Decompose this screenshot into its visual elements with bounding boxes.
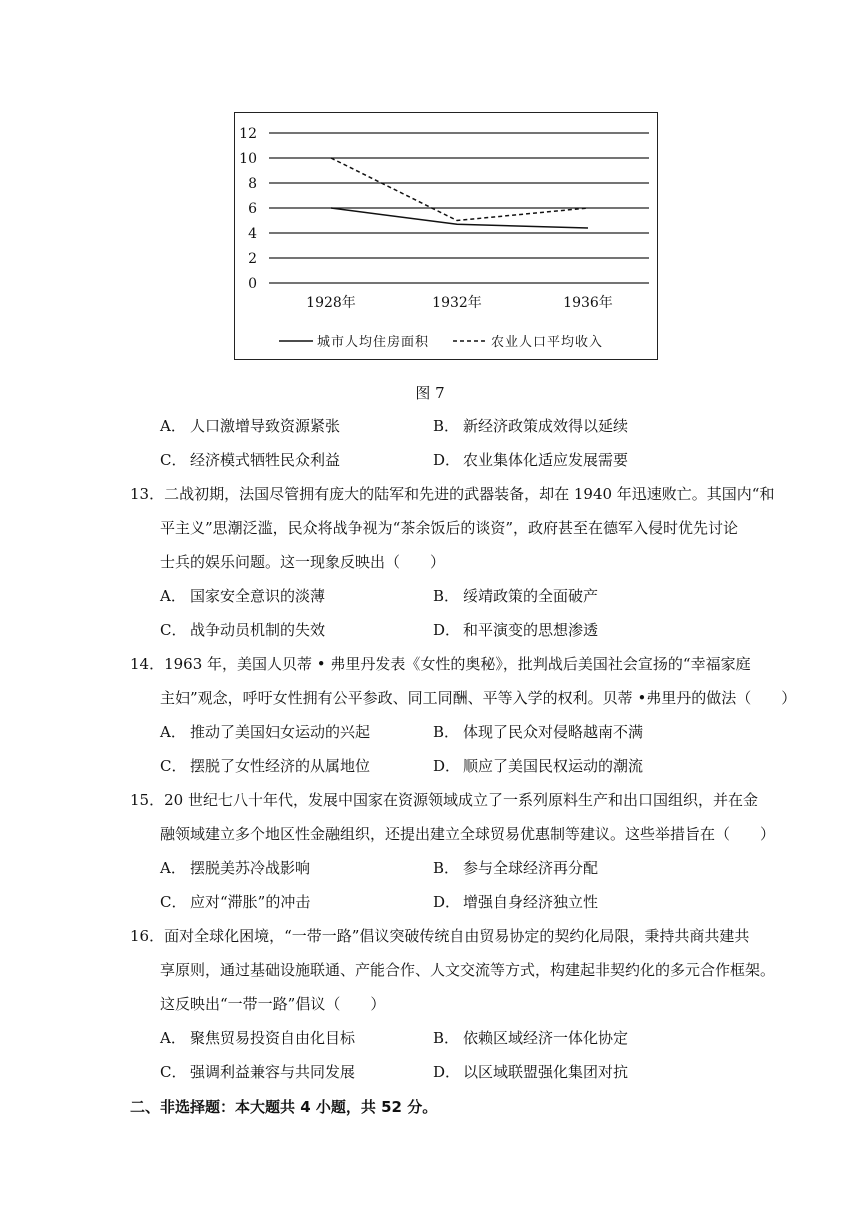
q14-stem-line-1: 14．1963 年，美国人贝蒂 • 弗里丹发表《女性的奥秘》，批判战后美国社会宣扬的“幸福家庭 [130,655,751,673]
q14-option-d: D． 顺应了美国民权运动的潮流 [433,757,644,775]
q16-stem-line-3: 这反映出“一带一路”倡议（ ） [160,995,386,1013]
q16-option-b: B． 依赖区域经济一体化协定 [433,1029,629,1047]
q16-stem-line-2: 享原则，通过基础设施联通、产能合作、人文交流等方式，构建起非契约化的多元合作框架。 [160,961,776,979]
q16-option-d: D． 以区域联盟强化集团对抗 [433,1063,629,1081]
y-tick-label: 12 [239,126,257,142]
q15-option-d: D． 增强自身经济独立性 [433,893,599,911]
x-tick-label: 1936年 [563,295,613,311]
q16-option-c: C． 强调利益兼容与共同发展 [160,1063,356,1081]
q15-option-b: B． 参与全球经济再分配 [433,859,599,877]
y-tick-label: 10 [239,151,257,167]
q14-option-a: A． 推动了美国妇女运动的兴起 [160,723,371,741]
y-tick-label: 6 [248,201,257,217]
q14-option-b: B． 体现了民众对侵略越南不满 [433,723,644,741]
q15-option-c: C． 应对“滞胀”的冲击 [160,893,311,911]
q14-stem-line-2: 主妇”观念，呼吁女性拥有公平参政、同工同酬、平等入学的权利。贝蒂 •弗里丹的做法（ ） [160,689,797,707]
q12-option-d: D． 农业集体化适应发展需要 [433,451,629,469]
section-heading: 二、非选择题：本大题共 4 小题，共 52 分。 [130,1098,438,1116]
q15-option-a: A． 摆脱美苏冷战影响 [160,859,311,877]
q13-option-d: D． 和平演变的思想渗透 [433,621,599,639]
x-tick-label: 1928年 [306,295,356,311]
q16-option-a: A． 聚焦贸易投资自由化目标 [160,1029,356,1047]
x-tick-label: 1932年 [432,295,482,311]
q13-option-b: B． 绥靖政策的全面破产 [433,587,599,605]
legend-label-1: 城市人均住房面积 [317,335,430,350]
legend-label-2: 农业人口平均收入 [491,335,604,350]
q16-stem-line-1: 16．面对全球化困境，“一带一路”倡议突破传统自由贸易协定的契约化局限，秉持共商共建共 [130,927,750,945]
q15-stem-line-1: 15．20 世纪七八十年代，发展中国家在资源领域成立了一系列原料生产和出口国组织，并在金 [130,791,758,809]
q13-stem-line-2: 平主义”思潮泛滥，民众将战争视为“茶余饭后的谈资”，政府甚至在德军入侵时优先讨论 [160,519,739,537]
chart-svg [235,113,659,361]
figure-caption: 图 7 [415,384,445,402]
q13-stem-line-3: 士兵的娱乐问题。这一现象反映出（ ） [160,553,446,571]
line-chart [234,112,658,360]
y-tick-label: 4 [248,226,257,242]
q12-option-c: C． 经济模式牺牲民众利益 [160,451,341,469]
q13-option-a: A． 国家安全意识的淡薄 [160,587,326,605]
q13-option-c: C． 战争动员机制的失效 [160,621,326,639]
q13-stem-line-1: 13．二战初期，法国尽管拥有庞大的陆军和先进的武器装备，却在 1940 年迅速败亡。其国内“和 [130,485,775,503]
y-tick-label: 2 [248,251,257,267]
y-tick-label: 8 [248,176,257,192]
q14-option-c: C． 摆脱了女性经济的从属地位 [160,757,371,775]
q15-stem-line-2: 融领域建立多个地区性金融组织，还提出建立全球贸易优惠制等建议。这些举措旨在（ ） [160,825,776,843]
y-tick-label: 0 [248,276,257,292]
q12-option-a: A． 人口激增导致资源紧张 [160,417,341,435]
q12-option-b: B． 新经济政策成效得以延续 [433,417,629,435]
series-line-2 [331,158,588,221]
